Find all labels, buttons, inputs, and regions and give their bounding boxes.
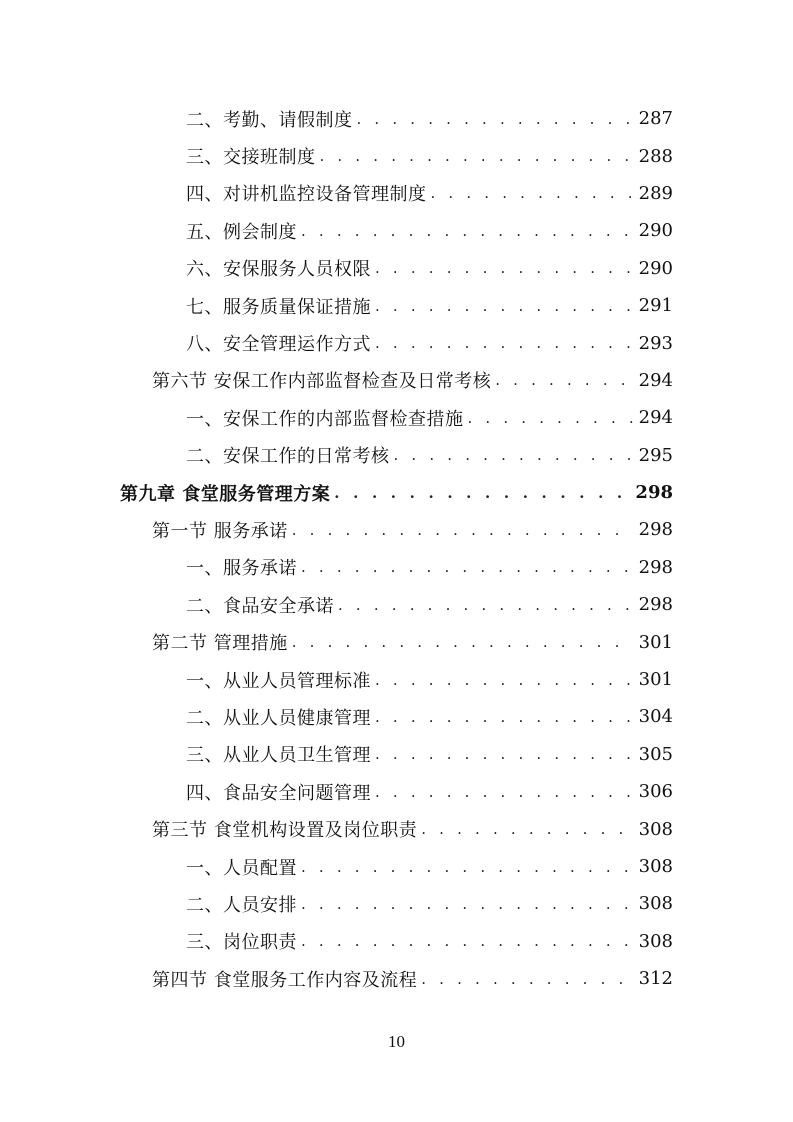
toc-entry-title: 第三节 食堂机构设置及岗位职责 xyxy=(152,820,418,842)
toc-entry-page: 308 xyxy=(638,818,673,840)
toc-section-entry[interactable] xyxy=(0,362,793,399)
toc-entry-page: 293 xyxy=(638,332,673,354)
toc-entry[interactable] xyxy=(0,399,793,436)
toc-dot-leader xyxy=(495,371,632,389)
toc-entry-page: 301 xyxy=(638,669,673,691)
toc-entry[interactable] xyxy=(0,661,793,698)
toc-entry-title: 六、安保服务人员权限 xyxy=(186,259,371,281)
toc-entry-page: 308 xyxy=(638,930,673,952)
toc-dot-leader xyxy=(375,745,633,763)
toc-entry-page: 298 xyxy=(638,594,673,616)
toc-entry-page: 294 xyxy=(638,369,673,391)
toc-entry-title: 第四节 食堂服务工作内容及流程 xyxy=(152,969,418,991)
toc-entry-title: 三、交接班制度 xyxy=(186,147,316,169)
toc-entry-page: 306 xyxy=(638,781,673,803)
toc-entry[interactable] xyxy=(0,549,793,586)
toc-dot-leader xyxy=(301,895,633,913)
toc-entry-title: 第六节 安保工作内部监督检查及日常考核 xyxy=(152,371,492,393)
toc-entry[interactable] xyxy=(0,698,793,735)
toc-entry-title: 二、安保工作的日常考核 xyxy=(186,446,390,468)
toc-entry-page: 291 xyxy=(638,295,673,317)
toc-entry[interactable] xyxy=(0,437,793,474)
toc-entry-page: 289 xyxy=(638,182,673,204)
toc-entry-title: 一、服务承诺 xyxy=(186,558,297,580)
toc-entry[interactable] xyxy=(0,100,793,137)
toc-entry-title: 二、人员安排 xyxy=(186,894,297,916)
toc-entry-page: 294 xyxy=(638,407,673,429)
toc-entry-title: 一、安保工作的内部监督检查措施 xyxy=(186,408,464,430)
toc-dot-leader xyxy=(375,783,633,801)
toc-entry-title: 四、食品安全问题管理 xyxy=(186,782,371,804)
toc-entry[interactable] xyxy=(0,586,793,623)
toc-dot-leader xyxy=(301,858,633,876)
toc-entry-page: 287 xyxy=(638,108,673,130)
toc-entry-title: 第九章 食堂服务管理方案 xyxy=(120,483,331,505)
toc-entry-page: 308 xyxy=(638,856,673,877)
toc-section-entry[interactable] xyxy=(0,810,793,847)
toc-entry-title: 八、安全管理运作方式 xyxy=(186,334,371,356)
table-of-contents xyxy=(0,100,793,997)
toc-dot-leader xyxy=(320,147,633,165)
toc-entry[interactable] xyxy=(0,923,793,960)
toc-dot-leader xyxy=(292,633,633,651)
toc-entry-title: 第二节 管理措施 xyxy=(152,633,288,655)
toc-entry-title: 七、服务质量保证措施 xyxy=(186,296,371,318)
toc-section-entry[interactable] xyxy=(0,623,793,660)
toc-dot-leader xyxy=(375,297,633,315)
toc-entry-page: 290 xyxy=(638,257,673,279)
toc-entry-title: 二、考勤、请假制度 xyxy=(186,109,353,131)
toc-dot-leader xyxy=(394,446,633,464)
toc-entry[interactable] xyxy=(0,287,793,324)
toc-entry-page: 298 xyxy=(638,519,673,541)
toc-dot-leader xyxy=(468,409,633,427)
toc-entry-title: 一、从业人员管理标准 xyxy=(186,670,371,692)
toc-dot-leader xyxy=(334,484,629,502)
toc-entry-title: 五、例会制度 xyxy=(186,221,297,243)
toc-entry[interactable] xyxy=(0,137,793,174)
toc-entry-page: 288 xyxy=(638,145,673,167)
toc-chapter-entry[interactable] xyxy=(0,474,793,511)
toc-entry[interactable] xyxy=(0,773,793,810)
toc-dot-leader xyxy=(338,596,633,614)
toc-dot-leader xyxy=(431,184,633,202)
toc-entry-page: 290 xyxy=(638,220,673,242)
toc-dot-leader xyxy=(375,334,633,352)
toc-entry-title: 二、食品安全承诺 xyxy=(186,595,334,617)
toc-entry[interactable] xyxy=(0,324,793,361)
toc-entry-page: 295 xyxy=(638,444,673,466)
toc-dot-leader xyxy=(375,671,633,689)
toc-dot-leader xyxy=(375,708,633,726)
toc-entry-page: 312 xyxy=(638,968,673,990)
toc-dot-leader xyxy=(357,110,633,128)
toc-entry-page: 305 xyxy=(638,743,673,765)
toc-entry-title: 二、从业人员健康管理 xyxy=(186,707,371,729)
toc-entry-title: 第一节 服务承诺 xyxy=(152,520,288,542)
toc-dot-leader xyxy=(421,820,632,838)
page-number: 10 xyxy=(388,1032,405,1051)
toc-entry-title: 四、对讲机监控设备管理制度 xyxy=(186,184,427,206)
toc-entry-page: 301 xyxy=(638,631,673,653)
toc-entry[interactable] xyxy=(0,736,793,773)
toc-dot-leader xyxy=(301,558,633,576)
toc-entry-page: 304 xyxy=(638,706,673,728)
toc-entry[interactable] xyxy=(0,848,793,885)
toc-entry-title: 一、人员配置 xyxy=(186,857,297,879)
toc-section-entry[interactable] xyxy=(0,960,793,997)
toc-entry-page: 308 xyxy=(638,893,673,915)
toc-dot-leader xyxy=(301,222,633,240)
toc-entry[interactable] xyxy=(0,175,793,212)
toc-entry[interactable] xyxy=(0,212,793,249)
toc-section-entry[interactable] xyxy=(0,511,793,548)
toc-entry[interactable] xyxy=(0,885,793,922)
toc-entry[interactable] xyxy=(0,250,793,287)
toc-entry-page: 298 xyxy=(635,482,673,504)
toc-entry-title: 三、岗位职责 xyxy=(186,932,297,954)
toc-dot-leader xyxy=(292,521,633,539)
toc-dot-leader xyxy=(301,932,633,950)
toc-entry-page: 298 xyxy=(638,556,673,578)
toc-dot-leader xyxy=(421,970,632,988)
toc-entry-title: 三、从业人员卫生管理 xyxy=(186,745,371,767)
toc-dot-leader xyxy=(375,259,633,277)
